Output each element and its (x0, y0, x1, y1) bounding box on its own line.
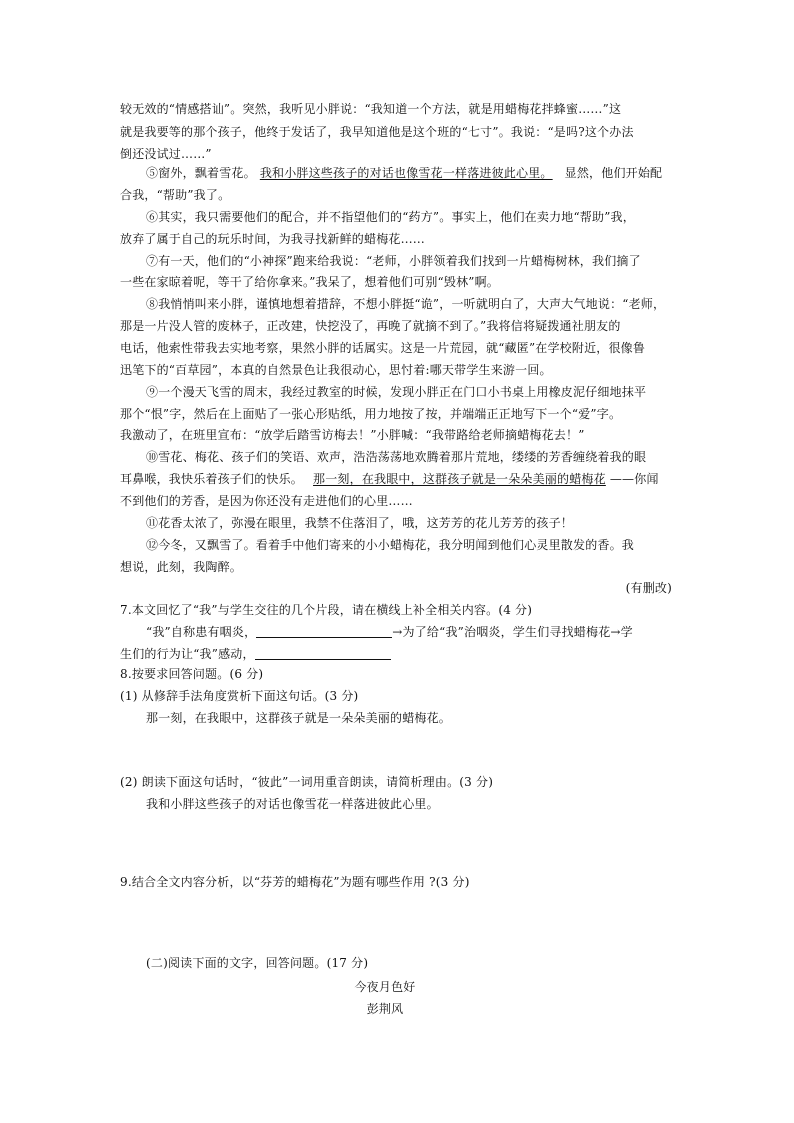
question-8-1-quote: 那一刻，在我眼中，这群孩子就是一朵朵美丽的蜡梅花。 (146, 711, 452, 725)
question-8-2-quote: 我和小胖这些孩子的对话也像雪花一样落进彼此心里。 (146, 797, 439, 811)
answer-blank[interactable] (255, 647, 391, 660)
question-9: 9.结合全文内容分析，以“芬芳的蜡梅花”为题有哪些作用 ?(3 分) (120, 875, 470, 889)
paragraph-12: ⑫今冬，又飘雪了。看着手中他们寄来的小小蜡梅花，我分明闻到他们心灵里散发的香。我 (146, 538, 635, 552)
question-7-line-2: 生们的行为让“我”感动， (120, 646, 391, 662)
question-8-1: (1) 从修辞手法角度赏析下面这句话。(3 分) (120, 689, 359, 703)
paragraph-8: ⑧我悄悄叫来小胖，谨慎地想着措辞，不想小胖挺“诡”，一听就明白了，大声大气地说：“老师， (146, 297, 666, 311)
question-8: 8.按要求回答问题。(6 分) (120, 667, 264, 681)
article-author: 彭荆风 (366, 1002, 404, 1016)
paragraph-10: ⑩雪花、梅花、孩子们的笑语、欢声，浩浩荡荡地欢腾着那片荒地，缕缕的芳香缠绕着我的眼 (146, 450, 647, 464)
passage-line: 较无效的“情感搭讪”。突然，我听见小胖说：“我知道一个方法，就是用蜡梅花拌蜂蜜……”这 (120, 102, 622, 116)
paragraph-7: ⑦有一天，他们的“小神探”跑来给我说：“老师，小胖领着我们找到一片蜡梅树林，我们摘了 (146, 254, 641, 268)
passage-line: 我激动了，在班里宣布：“放学后踏雪访梅去！”小胖喊：“我带路给老师摘蜡梅花去！” (120, 428, 585, 442)
answer-blank[interactable] (256, 625, 392, 638)
passage-line: 就是我要等的那个孩子，他终于发话了，我早知道他是这个班的“七寸”。我说：“是吗?这个办法 (120, 125, 634, 139)
question-7: 7.本文回忆了“我”与学生交往的几个片段，请在横线上补全相关内容。(4 分) (120, 603, 533, 617)
passage-line: 一些在家晾着呢，等干了给你拿来。”我呆了，想着他们可别“毁林”啊。 (120, 275, 500, 289)
paragraph-9: ⑨一个漫天飞雪的周末，我经过教室的时候，发现小胖正在门口小书桌上用橡皮泥仔细地抹平 (146, 385, 647, 399)
paragraph-10-line-2: 耳鼻喉，我快乐着孩子们的快乐。 那一刻，在我眼中，这群孩子就是一朵朵美丽的蜡梅花 ——你闻 (120, 472, 659, 486)
source-note: (有删改) (625, 581, 672, 595)
passage-line: 电话，他索性带我去实地考察，果然小胖的话属实。这是一片荒园，就“藏匿”在学校附近，很像鲁 (120, 341, 646, 355)
passage-line: 那个“恨”字，然后在上面贴了一张心形贴纸，用力地按了按，并端端正正地写下一个“爱”字。 (120, 407, 622, 421)
passage-line: 那是一片没人管的废林子，正改建，快挖没了，再晚了就摘不到了。”我将信将疑拨通社朋友的 (120, 319, 621, 333)
passage-line: 放弃了属于自己的玩乐时间，为我寻找新鲜的蜡梅花…… (120, 232, 426, 246)
paragraph-11: ⑪花香太浓了，弥漫在眼里，我禁不住落泪了，哦，这芳芳的花儿芳芳的孩子！ (146, 516, 574, 530)
passage-line: 想说，此刻，我陶醉。 (120, 560, 243, 574)
question-8-2: (2) 朗读下面这句话时，“彼此”一词用重音朗读，请简析理由。(3 分) (120, 775, 494, 789)
article-title: 今夜月色好 (354, 980, 416, 994)
passage-line: 合我，“帮助”我了。 (120, 188, 231, 202)
underlined-sentence: 我和小胖这些孩子的对话也像雪花一样落进彼此心里。 (259, 166, 553, 180)
underlined-sentence: 那一刻，在我眼中，这群孩子就是一朵朵美丽的蜡梅花 (313, 472, 606, 486)
passage-line: 迅笔下的“百草园”，本真的自然景色让我很动心，思忖着:哪天带学生来游一回。 (120, 363, 552, 377)
question-7-line-1: “我”自称患有咽炎， →为了给“我”治咽炎，学生们寻找蜡梅花→学 (146, 625, 633, 639)
paragraph-5: ⑤窗外，飘着雪花。 我和小胖这些孩子的对话也像雪花一样落进彼此心里。 显然，他们开始配 (146, 166, 663, 180)
paragraph-6: ⑥其实，我只需要他们的配合，并不指望他们的“药方”。事实上，他们在卖力地“帮助”我， (146, 210, 635, 224)
passage-line: 倒还没试过……” (120, 147, 212, 161)
passage-line: 不到他们的芳香，是因为你还没有走进他们的心里…… (120, 494, 413, 508)
section-2-heading: (二)阅读下面的文字，回答问题。(17 分) (146, 956, 369, 970)
